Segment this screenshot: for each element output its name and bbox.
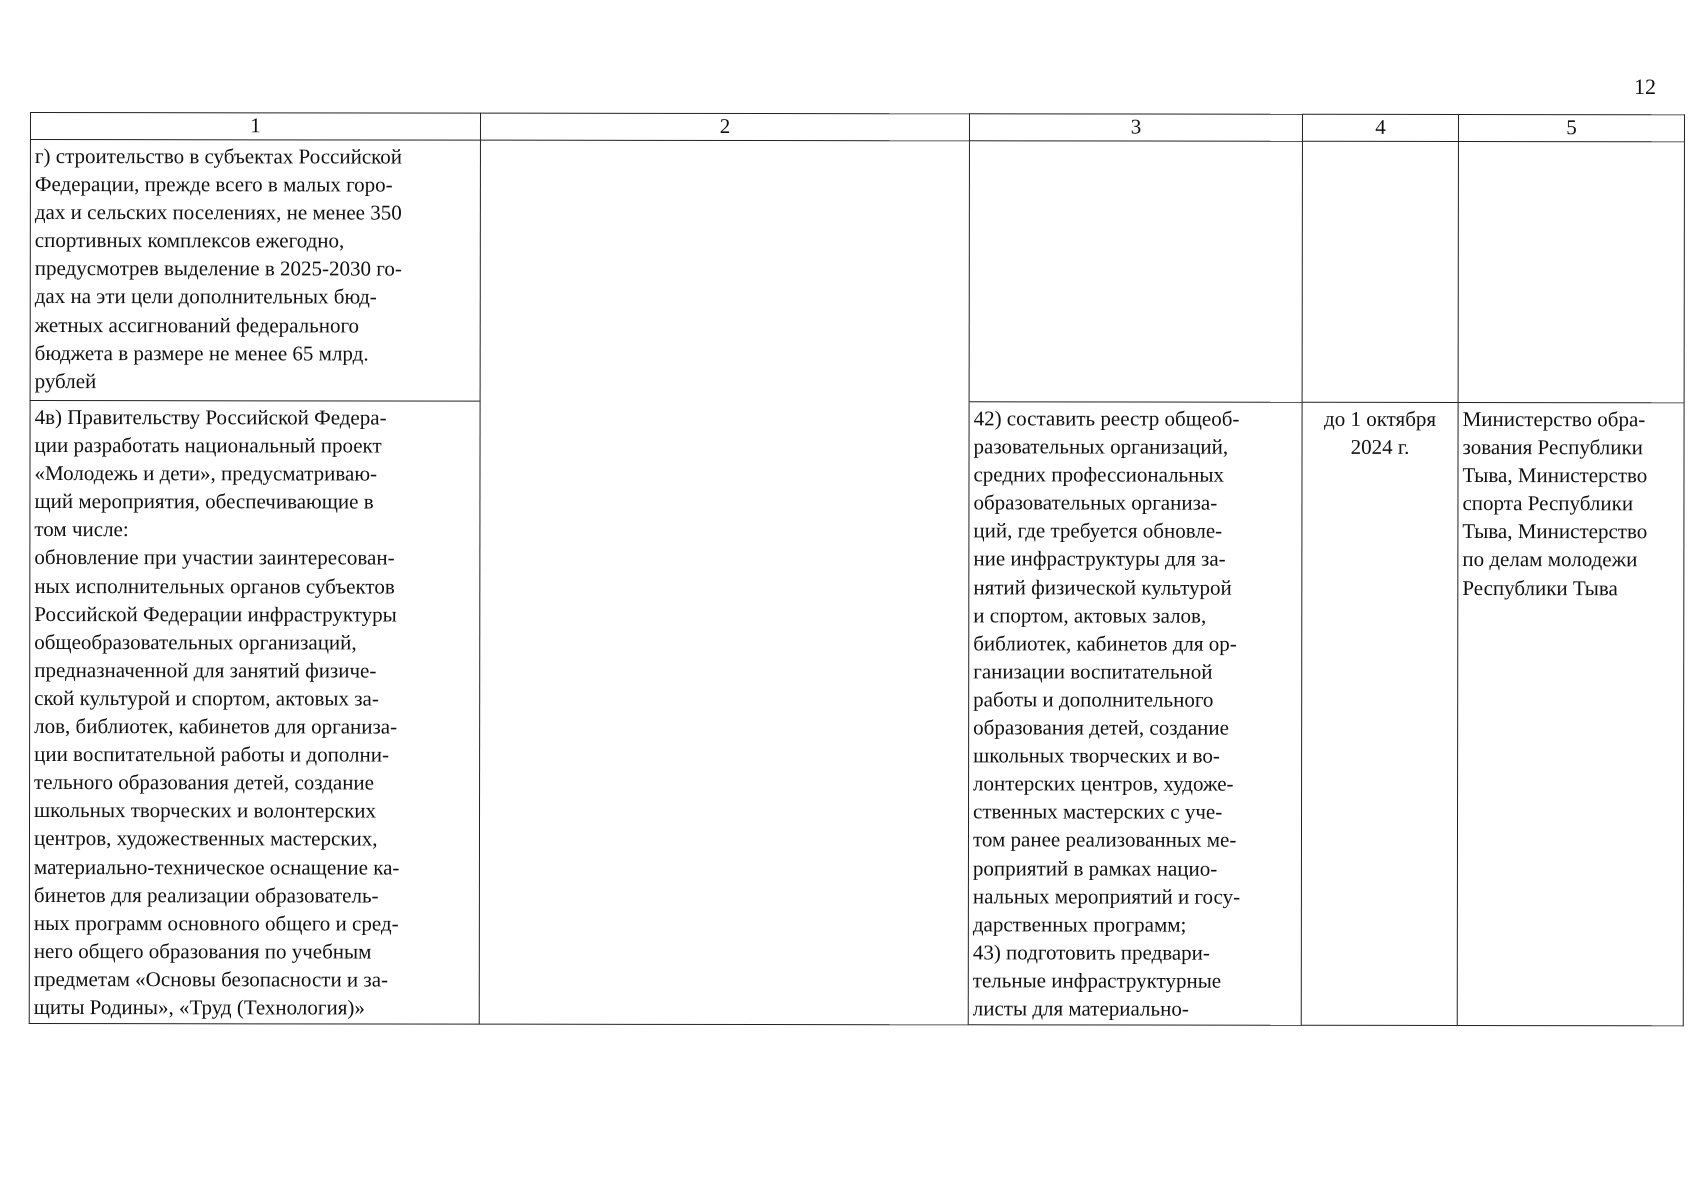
column-header-5: 5 xyxy=(1458,114,1684,141)
cell-text: г) строительство в субъектах Российской Федерации, прежде всего в малых горо- дах и сельских поселениях, не менее 350 спортивных комплексов ежегодно, предусмотрев выделение в 2025-2030 го- дах на эти цели дополнительных бюд- жетных ассигнований федерального бюджета в размере не менее 65 млрд. рублей xyxy=(34,144,403,393)
table-row xyxy=(30,140,1684,403)
column-header-4: 4 xyxy=(1302,114,1458,141)
table-row xyxy=(29,401,1684,1026)
table-cell-empty xyxy=(480,140,969,402)
table-cell-responsible xyxy=(1457,402,1684,1025)
cell-text xyxy=(485,403,965,404)
table-cell-measures xyxy=(968,402,1302,1026)
table-cell-empty xyxy=(1458,141,1684,402)
column-header-3: 3 xyxy=(969,114,1302,141)
column-header-1: 1 xyxy=(30,113,480,141)
cell-text: до 1 октября 2024 г. xyxy=(1324,406,1437,460)
table-cell-empty xyxy=(1302,141,1458,402)
column-header-2: 2 xyxy=(480,113,969,141)
table-cell-deadline xyxy=(1301,402,1458,1025)
cell-text: 42) составить реестр общеоб- разовательных организаций, средних профессиональных образовательных организа- ций, где требуется обновле- ние инфраструктуры для за- нятий физической культурой и спортом, актовых залов, библиотек, кабинетов для ор- ганизации воспитательной работы и дополнительного образования детей, создание школьных творческих и во- лонтерских центров, художе- ственных мастерских с уче- том ранее реализованных ме- роприятий в рамках нацио- нальных мероприятий и госу- дарственных программ; 43) подготовить предвари- тельные инфраструктурные листы для материально- xyxy=(972,406,1241,1021)
plan-table xyxy=(29,112,1685,1026)
cell-text: Министерство обра- зования Республики Тыва, Министерство спорта Республики Тыва, Министерство по делам молодежи Республики Тыва xyxy=(1462,407,1648,600)
table-header-row xyxy=(30,113,1684,142)
cell-text xyxy=(485,143,965,144)
table-cell-task-text xyxy=(30,140,480,402)
page-number: 12 xyxy=(1634,74,1656,99)
table-cell-empty xyxy=(969,141,1302,402)
table-cell-task-text xyxy=(29,401,480,1025)
table-cell-empty xyxy=(479,401,969,1025)
cell-text: 4в) Правительству Российской Федера- ции разработать национальный проект «Молодежь и дети», предусматриваю- щий мероприятия, обеспечивающие в том числе: обновление при участии заинтересован- ных исполнительных органов субъектов Российской Федерации инфраструктуры общеобразовательных организаций, предназначенной для занятий физиче- ской культурой и спортом, актовых за- лов, библиотек, кабинетов для организа- ции воспитательной работы и дополни- тельного образования детей, создание школьных творческих и волонтерских центров, художественных мастерских, материально-техническое оснащение ка- бинетов для реализации образователь- ных программ основного общего и сред- него общего образования по учебным предметам «Основы безопасности и за- щиты Родины», «Труд (Технология)» xyxy=(33,405,400,1020)
